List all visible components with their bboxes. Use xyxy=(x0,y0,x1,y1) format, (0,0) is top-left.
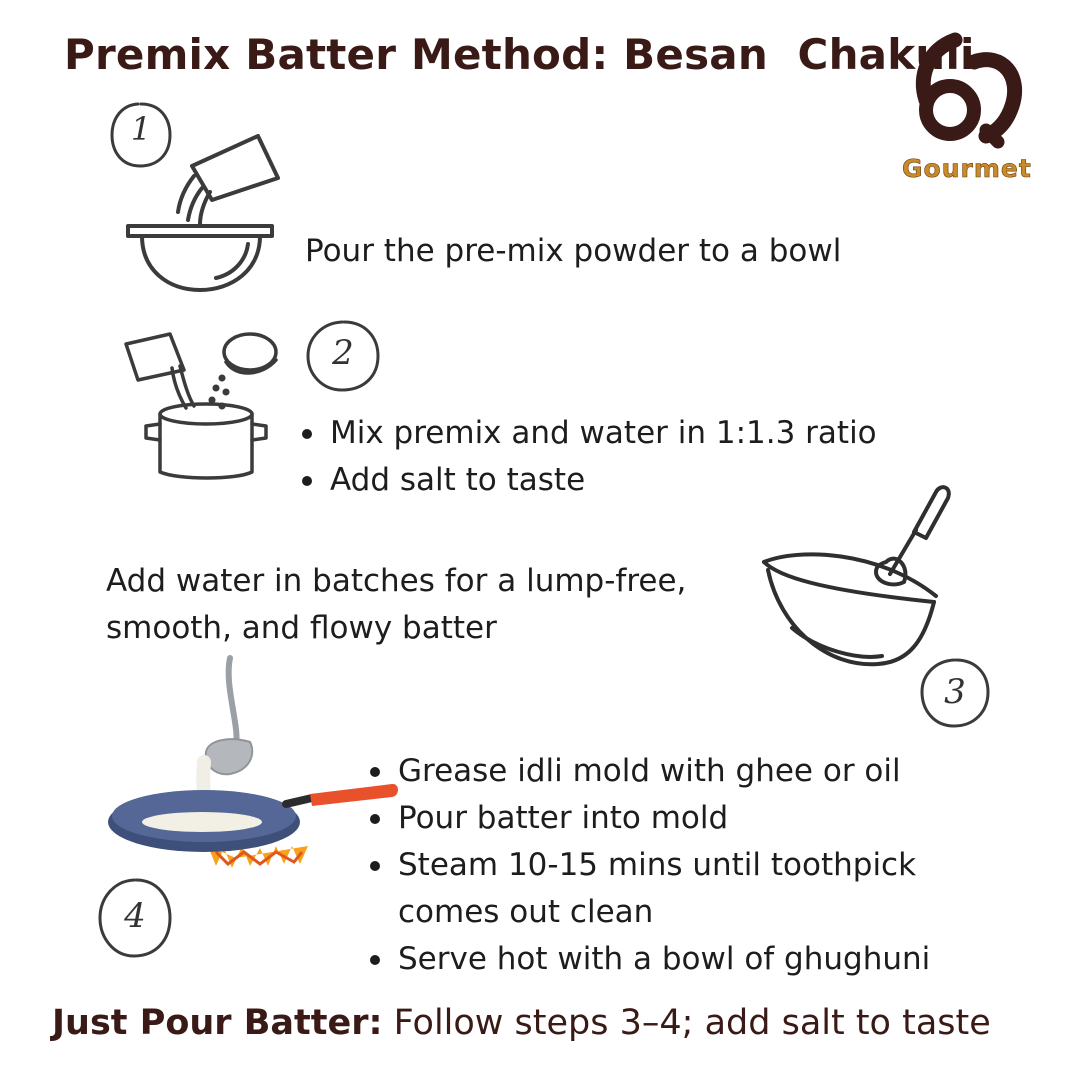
page-title: Premix Batter Method: Besan Chakuli xyxy=(64,30,975,79)
brand-name: Gourmet xyxy=(902,154,1032,183)
pouring-into-pot-icon xyxy=(118,322,283,484)
whisking-bowl-icon xyxy=(758,478,958,674)
step-1-number: 1 xyxy=(130,110,152,148)
list-item: Pour batter into mold xyxy=(398,795,1048,842)
footer-lead: Just Pour Batter: xyxy=(52,1003,383,1043)
brand-logo xyxy=(900,28,1032,188)
step-3-text: Add water in batches for a lump-free, smooth, and flowy batter xyxy=(106,563,687,646)
step-1-text: Pour the pre-mix powder to a bowl xyxy=(305,233,842,269)
list-item: Add salt to taste xyxy=(330,457,877,504)
footer-text: Follow steps 3–4; add salt to taste xyxy=(382,1003,991,1043)
step-4-number: 4 xyxy=(124,896,146,936)
step-3-number: 3 xyxy=(944,672,966,712)
list-item: Mix premix and water in 1:1.3 ratio xyxy=(330,410,877,457)
list-item: Grease idli mold with ghee or oil xyxy=(398,748,1048,795)
footer-note xyxy=(52,1003,991,1043)
pan-on-stove-icon xyxy=(104,656,406,876)
list-item: Serve hot with a bowl of ghughuni xyxy=(398,936,1048,983)
logo-mark-icon xyxy=(900,28,1025,153)
step-4-list xyxy=(366,748,1048,983)
list-item: Steam 10-15 mins until toothpick comes out clean xyxy=(398,842,988,936)
pouring-powder-into-bowl-icon xyxy=(120,128,285,298)
step-2-number: 2 xyxy=(332,333,354,373)
